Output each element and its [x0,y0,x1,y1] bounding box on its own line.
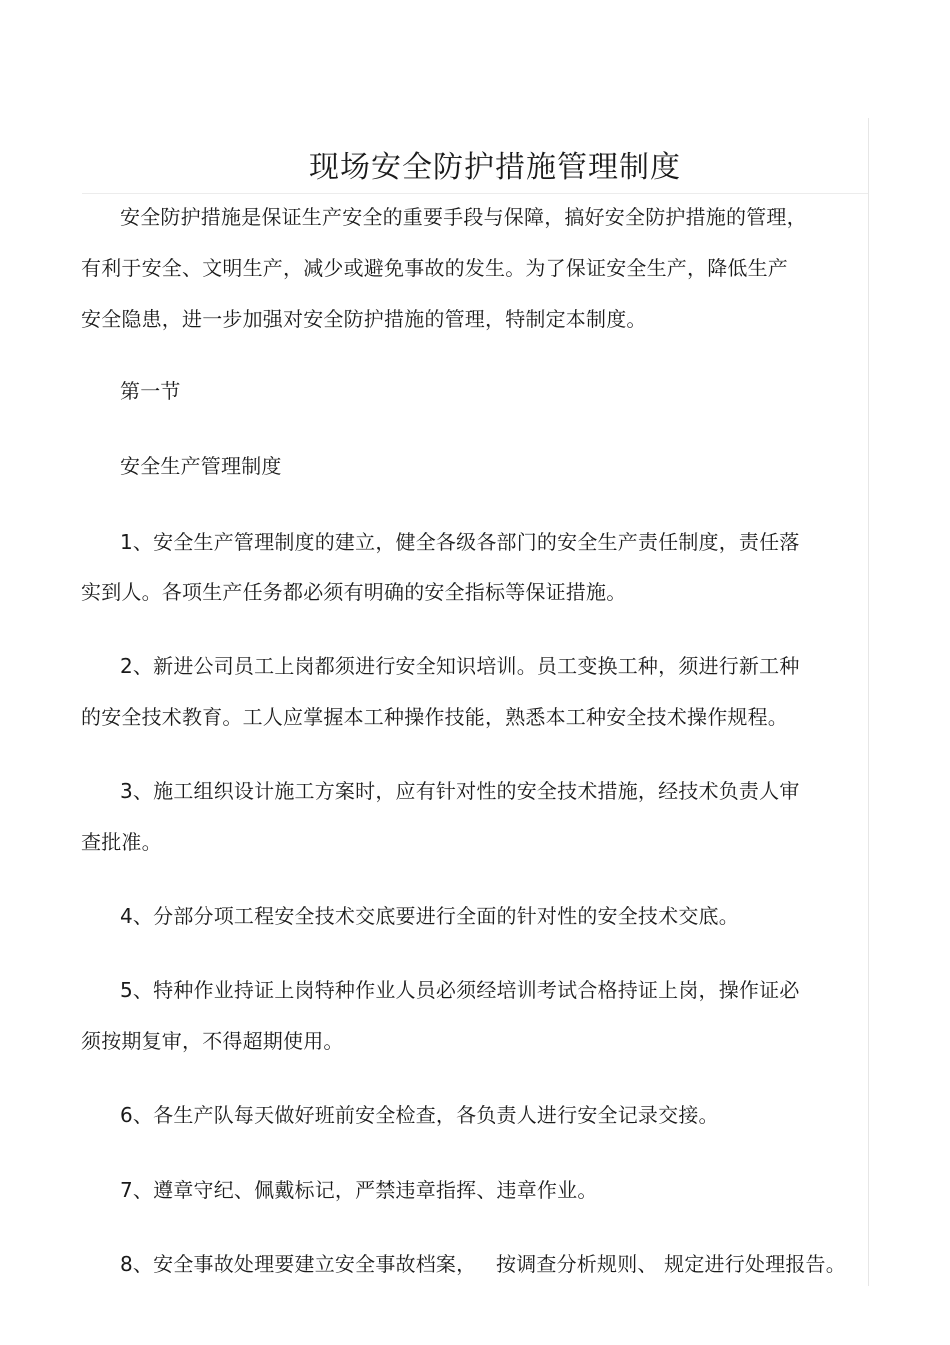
item-4-line-1: 4、分部分项工程安全技术交底要进行全面的针对性的安全技术交底。 [120,904,739,928]
item-1-line-1: 1、安全生产管理制度的建立，健全各级各部门的安全生产责任制度，责任落 [120,530,800,554]
title-divider [82,193,868,194]
intro-line-2: 有利于安全、文明生产，减少或避免事故的发生。为了保证安全生产，降低生产 [81,256,788,280]
section-title: 安全生产管理制度 [120,454,282,478]
item-2-line-1: 2、新进公司员工上岗都须进行安全知识培训。员工变换工种，须进行新工种 [120,654,800,678]
item-7-line-1: 7、遵章守纪、佩戴标记，严禁违章指挥、违章作业。 [120,1178,598,1202]
item-3-line-1: 3、施工组织设计施工方案时，应有针对性的安全技术措施，经技术负责人审 [120,779,800,803]
section-label: 第一节 [120,379,181,403]
item-5-line-1: 5、特种作业持证上岗特种作业人员必须经培训考试合格持证上岗，操作证必 [120,978,800,1002]
intro-line-3: 安全隐患，进一步加强对安全防护措施的管理，特制定本制度。 [81,307,647,331]
item-2-line-2: 的安全技术教育。工人应掌握本工种操作技能，熟悉本工种安全技术操作规程。 [81,705,788,729]
item-5-line-2: 须按期复审，不得超期使用。 [81,1029,344,1053]
item-1-line-2: 实到人。各项生产任务都必须有明确的安全指标等保证措施。 [81,580,627,604]
item-3-line-2: 查批准。 [81,830,162,854]
document-title: 现场安全防护措施管理制度 [309,150,681,186]
intro-line-1: 安全防护措施是保证生产安全的重要手段与保障，搞好安全防护措施的管理， [120,205,807,229]
item-8-line-1: 8、安全事故处理要建立安全事故档案， 按调查分析规则、 规定进行处理报告。 [120,1252,846,1276]
page-border-right [868,118,869,1286]
item-6-line-1: 6、各生产队每天做好班前安全检查，各负责人进行安全记录交接。 [120,1103,719,1127]
